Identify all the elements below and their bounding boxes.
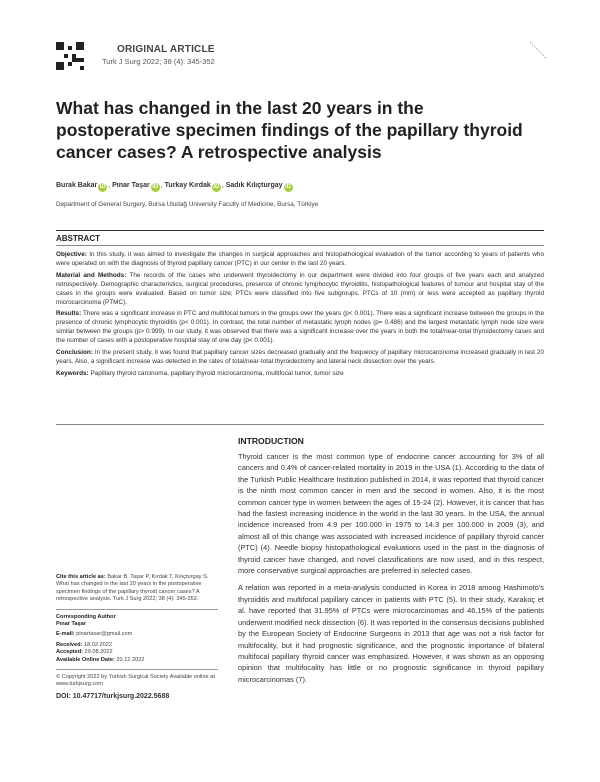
accepted-date: 29.08.2022 xyxy=(84,649,113,656)
abstract-results xyxy=(56,310,544,346)
cite-label: Cite this article as: xyxy=(56,574,106,580)
abstract-heading: ABSTRACT xyxy=(56,230,544,246)
abstract-body xyxy=(56,251,544,382)
methods-label: Material and Methods: xyxy=(56,271,127,279)
abstract-keywords xyxy=(56,370,544,379)
introduction-body xyxy=(238,451,544,691)
journal-citation: Turk J Surg 2022; 38 (4): 345-352 xyxy=(102,57,215,66)
online-date: 20.12.2022 xyxy=(116,656,145,663)
received-label: Received: xyxy=(56,641,83,648)
received-date: 18.02.2022 xyxy=(84,641,112,648)
copyright-notice: © Copyright 2022 by Turkish Surgical Society Available online at www.turkjsurg.com xyxy=(56,674,215,688)
cite-as xyxy=(56,574,218,604)
accepted-label: Accepted: xyxy=(56,649,84,656)
online-label: Available Online Date: xyxy=(56,656,115,663)
abstract-methods xyxy=(56,272,544,308)
corresponding-author-name: Pınar Taşar xyxy=(56,621,87,628)
email-link[interactable]: pinartasar@gmail.com xyxy=(76,631,133,638)
article-type-label: ORIGINAL ARTICLE xyxy=(117,44,215,55)
doi-link[interactable]: DOI: 10.47717/turkjsurg.2022.5688 xyxy=(56,692,170,700)
section-divider xyxy=(56,424,544,425)
introduction-heading: INTRODUCTION xyxy=(238,436,304,446)
keywords-label: Keywords: xyxy=(56,369,89,377)
corresponding-author-label: Corresponding Author xyxy=(56,613,116,620)
online-line xyxy=(56,657,218,664)
author-name: Turkay Kırdak xyxy=(164,182,211,189)
page-corner-icon xyxy=(528,40,548,60)
abstract-conclusion xyxy=(56,349,544,367)
author-name: Burak Bakar xyxy=(56,182,98,189)
intro-paragraph: A relation was reported in a meta-analysis conducted in Korea in 2018 among Hashimoto's thyroiditis and multifocal papillary cancer in patients with PTC (5). In their study, Karakoç et al. have reported that 31.95% of PTCs were microcarcinomas and 46.15% of the patients underwent modified neck dissection (6). It was reported in the consensus decisions published by the European Society of Endocrine Surgeons in 2013 that age was not a risk factor for multifocality, but it had prognostic significance, and the prognostic importance of bilateral multifocal papillary thyroid cancer was emphasized. However, it was shown as an opposing opinion that multifocality has little or no prognostic significance in thyroid papillary microcarcinomas (7). xyxy=(238,583,544,684)
divider xyxy=(56,669,218,670)
methods-text: The records of the cases who underwent thyroidectomy in our department were divided into four groups of five years each and analyzed retrospectively. Demographic characteristics, surgical procedures, presence of chronic lymphocytic thyroiditis, histopathological features of tumour and hospital stay of the cases in the groups were evaluated. Based on tumor size; PTCs were classified into five subgroups. PTCs of 10 (mm) or less were accepted as papillary thyroid microcarcinoma (PTMC). xyxy=(56,271,544,306)
author-name: Sadık Kılıçturgay xyxy=(225,182,283,189)
affiliation: Department of General Surgery, Bursa Uludağ University Faculty of Medicine, Bursa, Türkiye xyxy=(56,201,319,208)
author-list: Burak Bakar iD , Pınar Taşar iD , Turkay Kırdak iD , Sadık Kılıçturgay iD xyxy=(56,182,292,190)
conclusion-label: Conclusion: xyxy=(56,349,93,357)
keywords-text: Papillary thyroid carcinoma, papillary thyroid microcarcinoma, multifocal tumor, tumor size xyxy=(90,369,344,377)
intro-paragraph: Thyroid cancer is the most common type of endocrine cancer accounting for 3% of all cancers and 0.4% of cancer-related mortality in 2019 in the USA (1). According to the data of the Turkish Public Healthcare Institution published in 2014, it was reported that thyroid cancer is the ninth most common cancer in men and the second in women. Also, it is the most common cancer type in women between the ages of 15-24 (2). However, it is cancer that has had the fastest increasing incidence in the world in the last 30 years. In the USA, the annual incidence increased from 4.9 per 100.000 in 1975 to 14.3 per 100.000 in 2009 (3), and almost all of this change was associated with increased incidence of papillary thyroid cancer (PTC) (4). Needle biopsy histopathological evaluations used in the past in the diagnosis of thyroid cancer have changed, and novel classifications are now used, and in this respect, more conservative surgical approaches are preferred in selected cases. xyxy=(238,452,544,576)
email-line xyxy=(56,631,218,638)
objective-label: Objective: xyxy=(56,251,87,258)
results-label: Results: xyxy=(56,310,82,318)
author-name: Pınar Taşar xyxy=(112,182,150,189)
orcid-icon[interactable]: iD xyxy=(285,184,292,190)
article-info-sidebar xyxy=(56,574,218,700)
orcid-icon[interactable]: iD xyxy=(99,184,106,190)
conclusion-text: In the present study, it was found that papillary cancer sizes decreased gradually and the frequency of papillary microcarcinoma increased gradually in last 20 years. Also, a significant increase was detected in the rates of total/near-total thyroidectomy and lateral neck dissection over the years. xyxy=(56,349,545,365)
article-title: What has changed in the last 20 years in the postoperative specimen findings of the papillary thyroid cancer cases? A retrospective analysis xyxy=(56,98,523,162)
abstract-objective xyxy=(56,251,544,269)
orcid-icon[interactable]: iD xyxy=(213,184,220,190)
objective-text: In this study, it was aimed to investigate the changes in surgical approaches and histopathological evaluation of the tumor according to years of patients who were operated on with the diagnosis of thyroid papillary cancer (PTC) in our center in the last 20 years. xyxy=(56,251,544,267)
qr-code-icon xyxy=(56,42,84,70)
divider xyxy=(56,609,218,610)
results-text: There was a significant increase in PTC and multifocal tumors in the groups over the years (p< 0.001). There was a significant increase between the groups in the presence of chronic lymphocytic thyroiditis (p< 0.001). In contrast, the total number of metastatic lymph nodes (p= 0.486) and the largest metastatic lymph node size were similar between the groups (p> 0.999). In our study, it was observed that there was a significant increase over the years in both the total/near-total thyroidectomy cases and the number of cases with a postoperative hospital stay of one day (p< 0.001). xyxy=(56,310,544,345)
cite-text: Bakar B, Taşar P, Kırdak T, Kılıçturgay S. What has changed in the last 20 years in the postoperative specimen findings of the papillary thyroid cancer cases? A retrospective analysis. Turk J Surg 2022; 38 (4): 345-352. xyxy=(56,574,209,603)
orcid-icon[interactable]: iD xyxy=(152,184,159,190)
accepted-line xyxy=(56,649,218,656)
email-label: E-mail: xyxy=(56,631,75,638)
received-line xyxy=(56,642,218,649)
